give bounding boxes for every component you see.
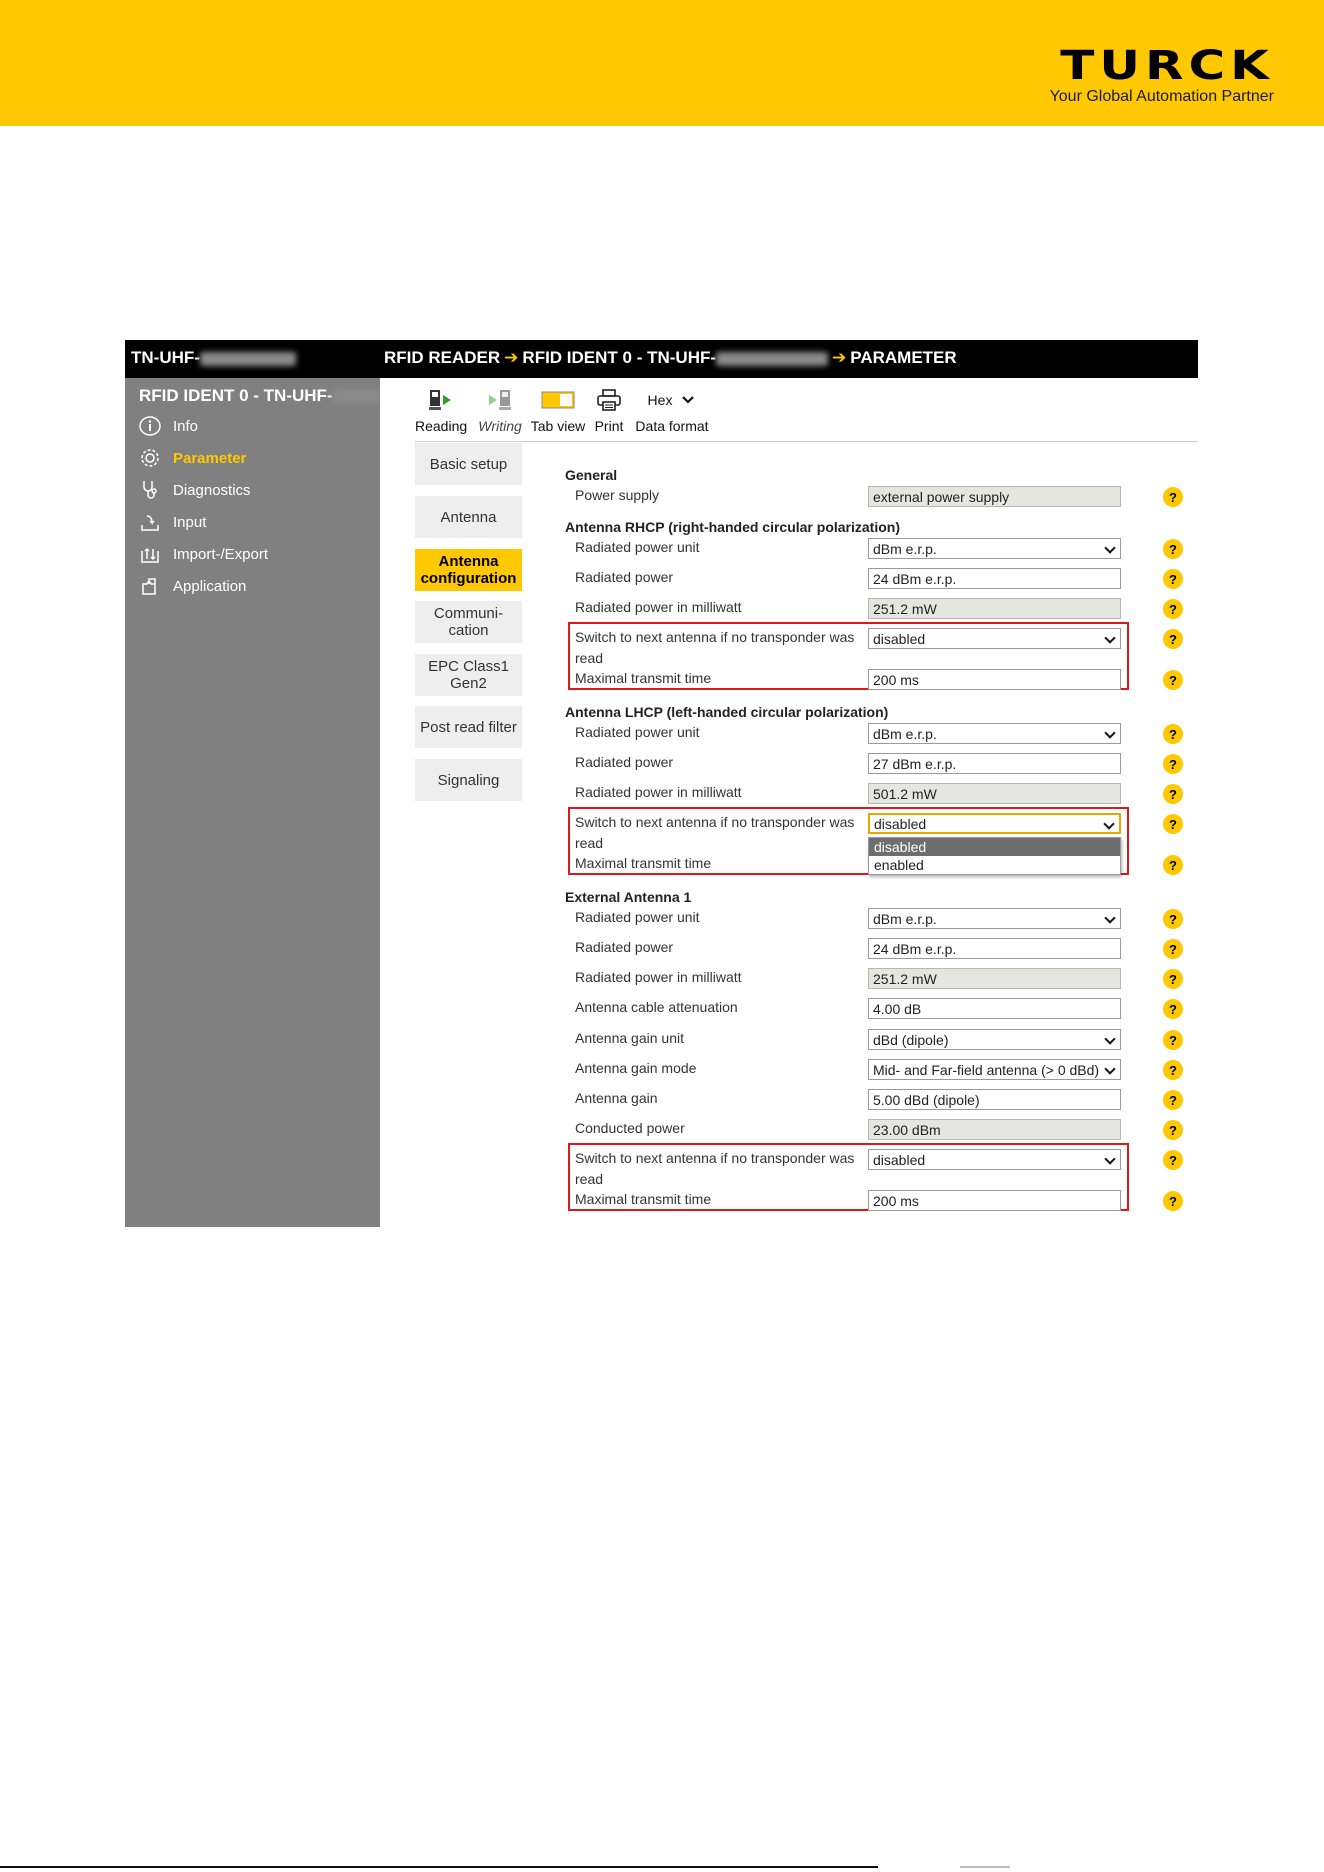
ext1-gain-mode-label: Antenna gain mode (575, 1060, 697, 1076)
section-general: General (565, 467, 618, 483)
sidebar-item-application[interactable]: Application (137, 572, 246, 600)
sidebar-item-input[interactable]: Input (137, 508, 206, 536)
ext1-power-label: Radiated power (575, 939, 674, 955)
ext1-gain-input[interactable]: 5.00 dBd (dipole) (868, 1089, 1121, 1110)
printer-icon (591, 386, 627, 414)
help-icon[interactable]: ? (1163, 724, 1183, 744)
help-icon[interactable]: ? (1163, 1120, 1183, 1140)
lhcp-unit-label: Radiated power unit (575, 724, 700, 740)
help-icon[interactable]: ? (1163, 670, 1183, 690)
tab-basic-setup[interactable]: Basic setup (415, 443, 522, 485)
tab-antenna[interactable]: Antenna (415, 496, 522, 538)
breadcrumb (384, 348, 957, 368)
section-lhcp: Antenna LHCP (left-handed circular polarization) (565, 704, 889, 720)
help-icon[interactable]: ? (1163, 629, 1183, 649)
import-export-icon (137, 543, 163, 565)
rhcp-switch-select[interactable]: disabled (868, 628, 1121, 649)
lhcp-power-label: Radiated power (575, 754, 674, 770)
reading-button[interactable]: Reading (415, 386, 467, 434)
data-format-value: Hex (647, 392, 673, 408)
rhcp-time-input[interactable]: 200 ms (868, 669, 1121, 690)
lhcp-unit-select[interactable]: dBm e.r.p. (868, 723, 1121, 744)
footer-rule-tail (960, 1866, 1010, 1868)
ext1-unit-label: Radiated power unit (575, 909, 700, 925)
ext1-power-input[interactable]: 24 dBm e.r.p. (868, 938, 1121, 959)
tab-antenna-configuration[interactable]: Antenna configuration (415, 549, 522, 591)
ext1-conducted-label: Conducted power (575, 1120, 685, 1136)
tab-epc-class1-gen2[interactable]: EPC Class1 Gen2 (415, 654, 522, 696)
toolbar-divider (415, 441, 1198, 442)
ext1-cable-input[interactable]: 4.00 dB (868, 998, 1121, 1019)
lhcp-mw-field: 501.2 mW (868, 783, 1121, 804)
lhcp-switch-select[interactable]: disabled (868, 813, 1121, 834)
lhcp-time-label: Maximal transmit time (575, 855, 712, 871)
help-icon[interactable]: ? (1163, 1150, 1183, 1170)
sidebar-item-info[interactable]: Info (137, 412, 198, 440)
help-icon[interactable]: ? (1163, 1191, 1183, 1211)
help-icon[interactable]: ? (1163, 1060, 1183, 1080)
lhcp-mw-label: Radiated power in milliwatt (575, 784, 742, 800)
info-icon (137, 415, 163, 437)
arrow-right-icon: ➔ (832, 348, 847, 367)
help-icon[interactable]: ? (1163, 754, 1183, 774)
print-button[interactable]: Print (591, 386, 627, 434)
ext1-time-input[interactable]: 200 ms (868, 1190, 1121, 1211)
ext1-gain-unit-select[interactable]: dBd (dipole) (868, 1029, 1121, 1050)
rhcp-time-label: Maximal transmit time (575, 670, 712, 686)
help-icon[interactable]: ? (1163, 539, 1183, 559)
sidebar-item-diagnostics[interactable]: Diagnostics (137, 476, 251, 504)
sidebar-item-parameter[interactable]: Parameter (137, 444, 246, 472)
redacted-serial (716, 352, 828, 366)
tab-communication[interactable]: Communi- cation (415, 601, 522, 643)
breadcrumb-parameter: PARAMETER (850, 348, 957, 367)
puzzle-icon (137, 575, 163, 597)
top-bar (125, 340, 1198, 378)
section-external-antenna-1: External Antenna 1 (565, 889, 692, 905)
rhcp-unit-select[interactable]: dBm e.r.p. (868, 538, 1121, 559)
ext1-switch-label: Switch to next antenna if no transponder was read (575, 1150, 855, 1187)
writing-icon (473, 386, 527, 414)
webserver-screenshot (125, 340, 1198, 1227)
ext1-switch-select[interactable]: disabled (868, 1149, 1121, 1170)
toggle-icon (529, 386, 587, 414)
rhcp-power-label: Radiated power (575, 569, 674, 585)
lhcp-switch-dropdown (868, 837, 1121, 875)
help-icon[interactable]: ? (1163, 569, 1183, 589)
sidebar-item-import-export[interactable]: Import-/Export (137, 540, 268, 568)
power-supply-label: Power supply (575, 487, 660, 503)
logo-tagline: Your Global Automation Partner (1049, 88, 1274, 105)
sidebar (125, 378, 380, 1227)
rhcp-mw-field: 251.2 mW (868, 598, 1121, 619)
help-icon[interactable]: ? (1163, 1090, 1183, 1110)
help-icon[interactable]: ? (1163, 814, 1183, 834)
page-banner (0, 0, 1324, 126)
writing-button[interactable]: Writing (473, 386, 527, 434)
section-rhcp: Antenna RHCP (right-handed circular polarization) (565, 519, 900, 535)
arrow-right-icon: ➔ (504, 348, 519, 367)
device-name: TN-UHF- (131, 348, 296, 368)
help-icon[interactable]: ? (1163, 599, 1183, 619)
breadcrumb-ident[interactable]: RFID IDENT 0 - TN-UHF- (522, 348, 717, 367)
help-icon[interactable]: ? (1163, 999, 1183, 1019)
redacted-serial (333, 390, 379, 404)
dropdown-option-disabled[interactable]: disabled (869, 838, 1120, 856)
power-supply-field: external power supply (868, 486, 1121, 507)
help-icon[interactable]: ? (1163, 939, 1183, 959)
redacted-serial (200, 352, 296, 366)
rhcp-power-input[interactable]: 24 dBm e.r.p. (868, 568, 1121, 589)
input-icon (137, 511, 163, 533)
help-icon[interactable]: ? (1163, 1030, 1183, 1050)
ext1-unit-select[interactable]: dBm e.r.p. (868, 908, 1121, 929)
help-icon[interactable]: ? (1163, 855, 1183, 875)
sidebar-title: RFID IDENT 0 - TN-UHF- (139, 386, 379, 406)
ext1-mw-field: 251.2 mW (868, 968, 1121, 989)
chevron-down-icon (680, 394, 696, 406)
ext1-cable-label: Antenna cable attenuation (575, 999, 738, 1015)
ext1-gain-mode-select[interactable]: Mid- and Far-field antenna (> 0 dBd) (868, 1059, 1121, 1080)
footer-rule (0, 1866, 878, 1868)
tab-view-toggle[interactable]: Tab view (529, 386, 587, 434)
turck-logo (1014, 43, 1274, 106)
rhcp-unit-label: Radiated power unit (575, 539, 700, 555)
ext1-conducted-field: 23.00 dBm (868, 1119, 1121, 1140)
rhcp-mw-label: Radiated power in milliwatt (575, 599, 742, 615)
ext1-gain-unit-label: Antenna gain unit (575, 1030, 684, 1046)
logo-wordmark: TURCK (1060, 43, 1274, 89)
stethoscope-icon (137, 479, 163, 501)
tab-signaling[interactable]: Signaling (415, 759, 522, 801)
reading-icon (415, 386, 467, 414)
gear-icon (137, 447, 163, 469)
lhcp-power-input[interactable]: 27 dBm e.r.p. (868, 753, 1121, 774)
help-icon[interactable]: ? (1163, 784, 1183, 804)
lhcp-switch-label: Switch to next antenna if no transponder was read (575, 814, 855, 851)
tab-post-read-filter[interactable]: Post read filter (415, 706, 522, 748)
ext1-time-label: Maximal transmit time (575, 1191, 712, 1207)
help-icon[interactable]: ? (1163, 909, 1183, 929)
ext1-mw-label: Radiated power in milliwatt (575, 969, 742, 985)
data-format-select[interactable]: Hex Data format (635, 392, 709, 434)
help-icon[interactable]: ? (1163, 969, 1183, 989)
breadcrumb-reader[interactable]: RFID READER (384, 348, 501, 367)
help-icon[interactable]: ? (1163, 487, 1183, 507)
ext1-gain-label: Antenna gain (575, 1090, 658, 1106)
rhcp-switch-label: Switch to next antenna if no transponder was read (575, 629, 855, 666)
dropdown-option-enabled[interactable]: enabled (874, 857, 924, 873)
